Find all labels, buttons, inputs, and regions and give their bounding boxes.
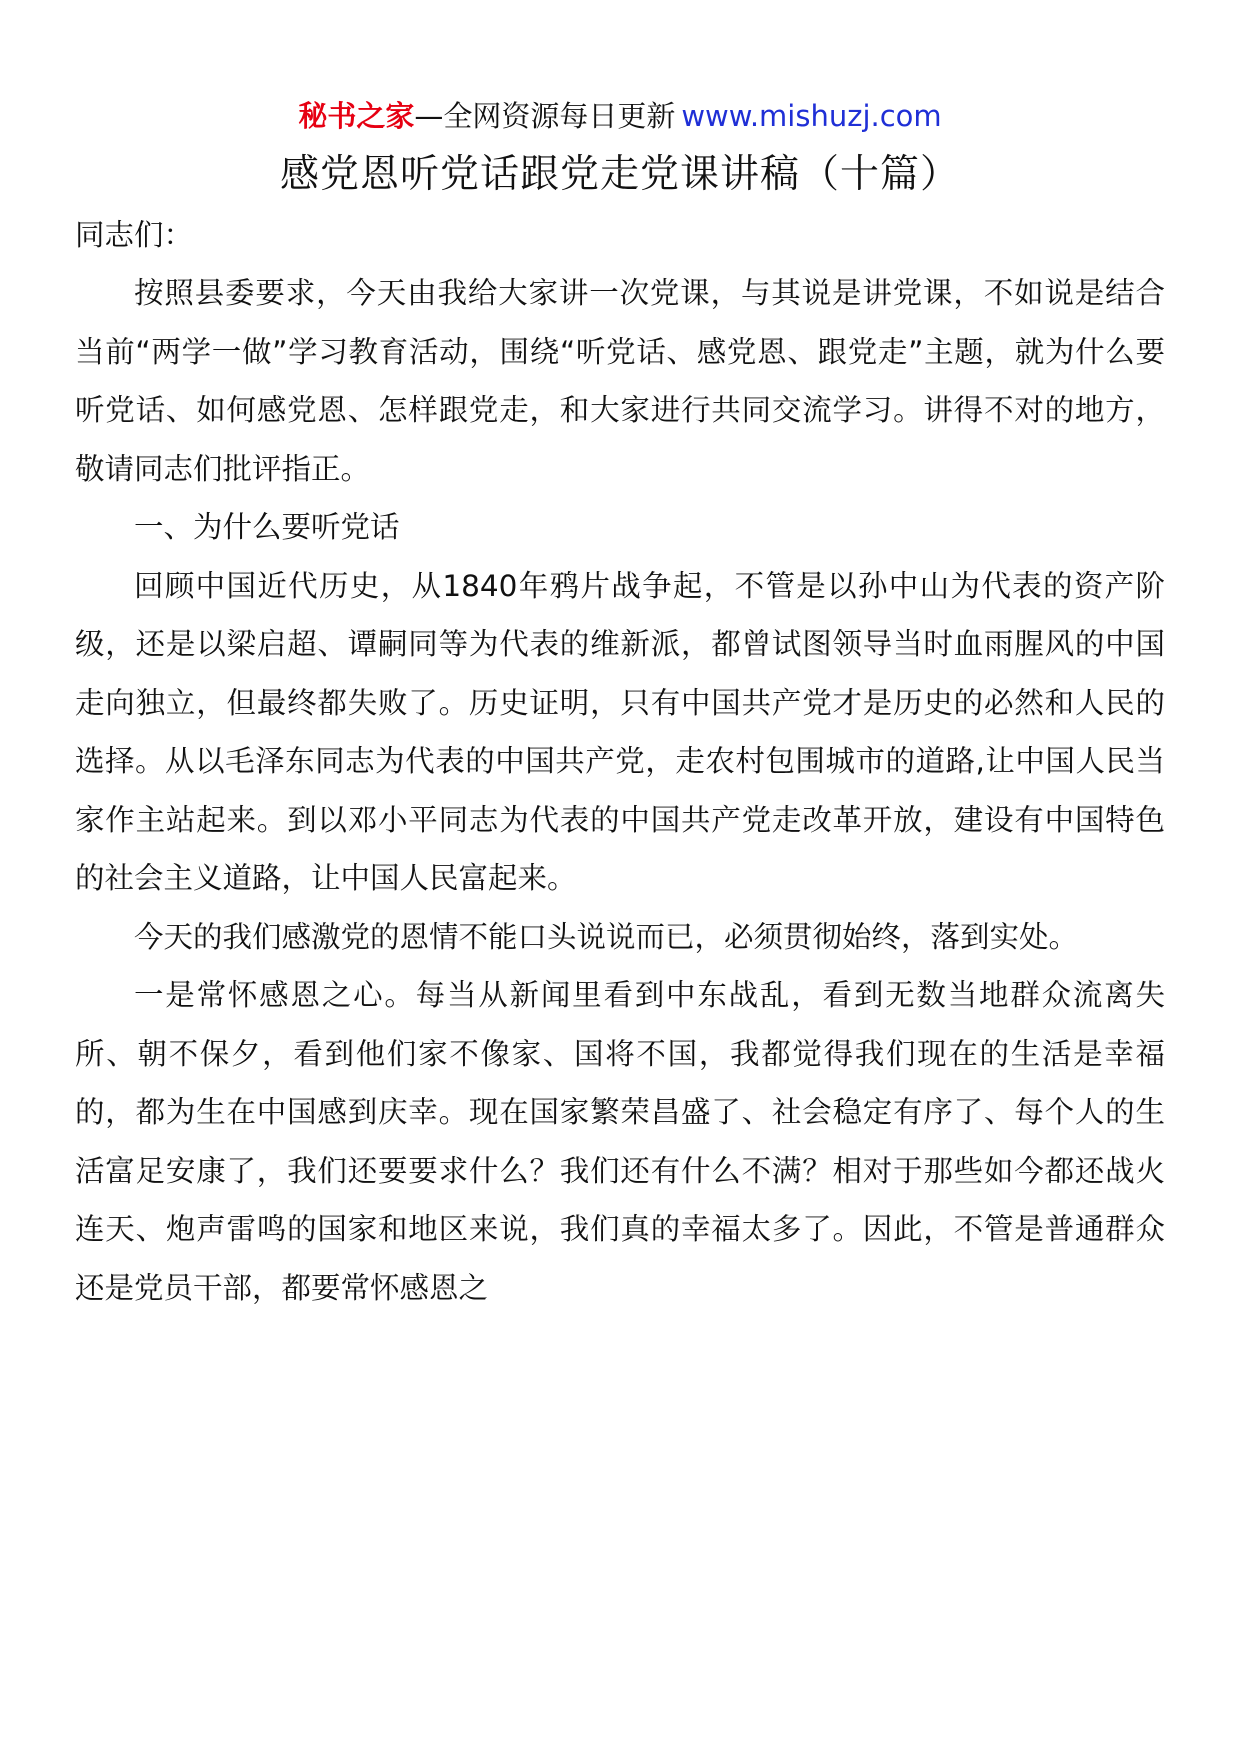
site-header	[75, 96, 1165, 136]
salutation: 同志们：	[75, 218, 194, 252]
paragraph-point-1: 一是常怀感恩之心。每当从新闻里看到中东战乱，看到无数当地群众流离失所、朝不保夕，看到他们家不像家、国将不国，我都觉得我们现在的生活是幸福的，都为生在中国感到庆幸。现在国家繁荣昌盛了、社会稳定有序了、每个人的生活富足安康了，我们还要要求什么？我们还有什么不满？相对于那些如今都还战火连天、炮声雷鸣的国家和地区来说，我们真的幸福太多了。因此，不管是普通群众还是党员干部，都要常怀感恩之	[75, 978, 1165, 1305]
site-url-link[interactable]: www.mishuzj.com	[681, 99, 942, 133]
paragraph-history: 回顾中国近代历史，从1840年鸦片战争起，不管是以孙中山为代表的资产阶级，还是以梁启超、谭嗣同等为代表的维新派，都曾试图领导当时血雨腥风的中国走向独立，但最终都失败了。历史证明，只有中国共产党才是历史的必然和人民的选择。从以毛泽东同志为代表的中国共产党，走农村包围城市的道路,让中国人民当家作主站起来。到以邓小平同志为代表的中国共产党走改革开放，建设有中国特色的社会主义道路，让中国人民富起来。	[75, 568, 1165, 895]
paragraph-gratitude: 今天的我们感激党的恩情不能口头说说而已，必须贯彻始终，落到实处。	[134, 919, 1079, 954]
paragraph-intro: 按照县委要求，今天由我给大家讲一次党课，与其说是讲党课，不如说是结合当前“两学一做”学习教育活动，围绕“听党话、感党恩、跟党走”主题，就为什么要听党话、如何感党恩、怎样跟党走，和大家进行共同交流学习。讲得不对的地方，敬请同志们批评指正。	[75, 276, 1165, 486]
document-title: 感党恩听党话跟党走党课讲稿（十篇）	[279, 152, 960, 197]
brand-name: 秘书之家	[298, 99, 415, 133]
header-tagline: —全网资源每日更新	[414, 99, 676, 133]
section-heading-1: 一、为什么要听党话	[134, 510, 400, 544]
